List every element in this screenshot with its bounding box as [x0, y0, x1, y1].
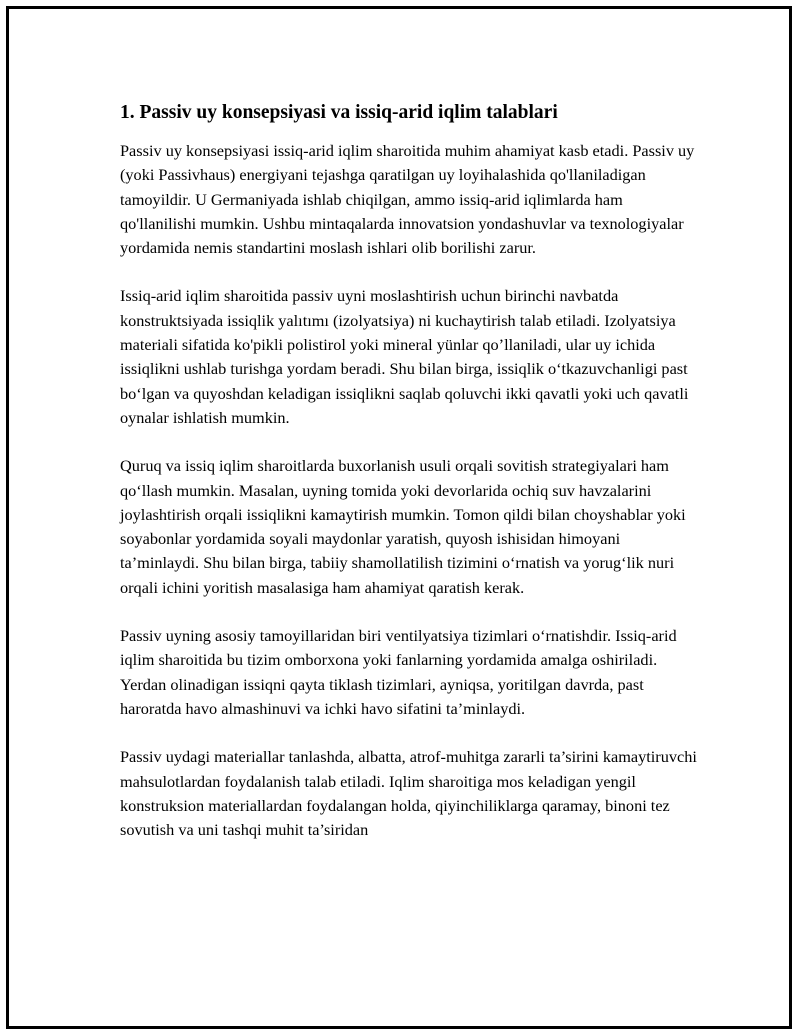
paragraph: Passiv uydagi materiallar tanlashda, albatta, atrof-muhitga zararli ta’sirini kamaytiruvchi mahsulotlardan foydalanish talab etiladi. Iqlim sharoitiga mos keladigan yengil konstruksion materiallardan foydalangan holda, qiyinchiliklarga qaramay, binoni tez sovutish va uni tashqi muhit ta’siridan: [120, 747, 697, 840]
paragraph: Passiv uy konsepsiyasi issiq-arid iqlim sharoitida muhim ahamiyat kasb etadi. Passiv uy (yoki Passivhaus) energiyani tejashga qaratilgan uy loyihalashida qo'llaniladigan tamoyildir. U Germaniyada ishlab chiqilgan, ammo issiq-arid iqlimlarda ham qo'llanilishi mumkin. Ushbu mintaqalarda innovatsion yondashuvlar va texnologiyalar yordamida nemis standartini moslash ishlari olib borilishi zarur.: [120, 141, 695, 258]
paragraph: Passiv uyning asosiy tamoyillaridan biri ventilyatsiya tizimlari o‘rnatishdir. Issiq-arid iqlim sharoitida bu tizim omborxona yoki fanlarning yordamida amalga oshiriladi. Yerdan olinadigan issiqni qayta tiklash tizimlari, ayniqsa, yoritilgan davrda, past haroratda havo almashinuvi va ichki havo sifatini ta’minlaydi.: [120, 626, 677, 718]
paragraph: Quruq va issiq iqlim sharoitlarda buxorlanish usuli orqali sovitish strategiyalari ham qo‘llash mumkin. Masalan, uyning tomida yoki devorlarida ochiq suv havzalarini joylashtirish orqali issiqlikni kamaytirish mumkin. Tomon qildi bilan choyshablar yoki soyabonlar yordamida soyali maydonlar yaratish, quyosh ishisidan himoyani ta’minlaydi. Shu bilan birga, tabiiy shamollatilish tizimini o‘rnatish va yorug‘lik nuri orqali ichini yoritish masalasiga ham ahamiyat qaratish kerak.: [120, 456, 686, 597]
paragraph: Issiq-arid iqlim sharoitida passiv uyni moslashtirish uchun birinchi navbatda konstruktsiyada issiqlik yalıtımı (izolyatsiya) ni kuchaytirish talab etiladi. Izolyatsiya materiali sifatida ko'pikli polistirol yoki mineral yünlar qo’llaniladi, ular uy ichida issiqlikni ushlab turishga yordam beradi. Shu bilan birga, issiqlik o‘tkazuvchanligi past bo‘lgan va quyoshdan keladigan issiqlikni saqlab qoluvchi ikki qavatli yoki uch qavatli oynalar ishlatish mumkin.: [120, 286, 689, 427]
section-heading: 1. Passiv uy konsepsiyasi va issiq-arid iqlim talablari: [120, 102, 558, 123]
document-body: [120, 99, 700, 866]
document-page: [6, 6, 792, 1029]
